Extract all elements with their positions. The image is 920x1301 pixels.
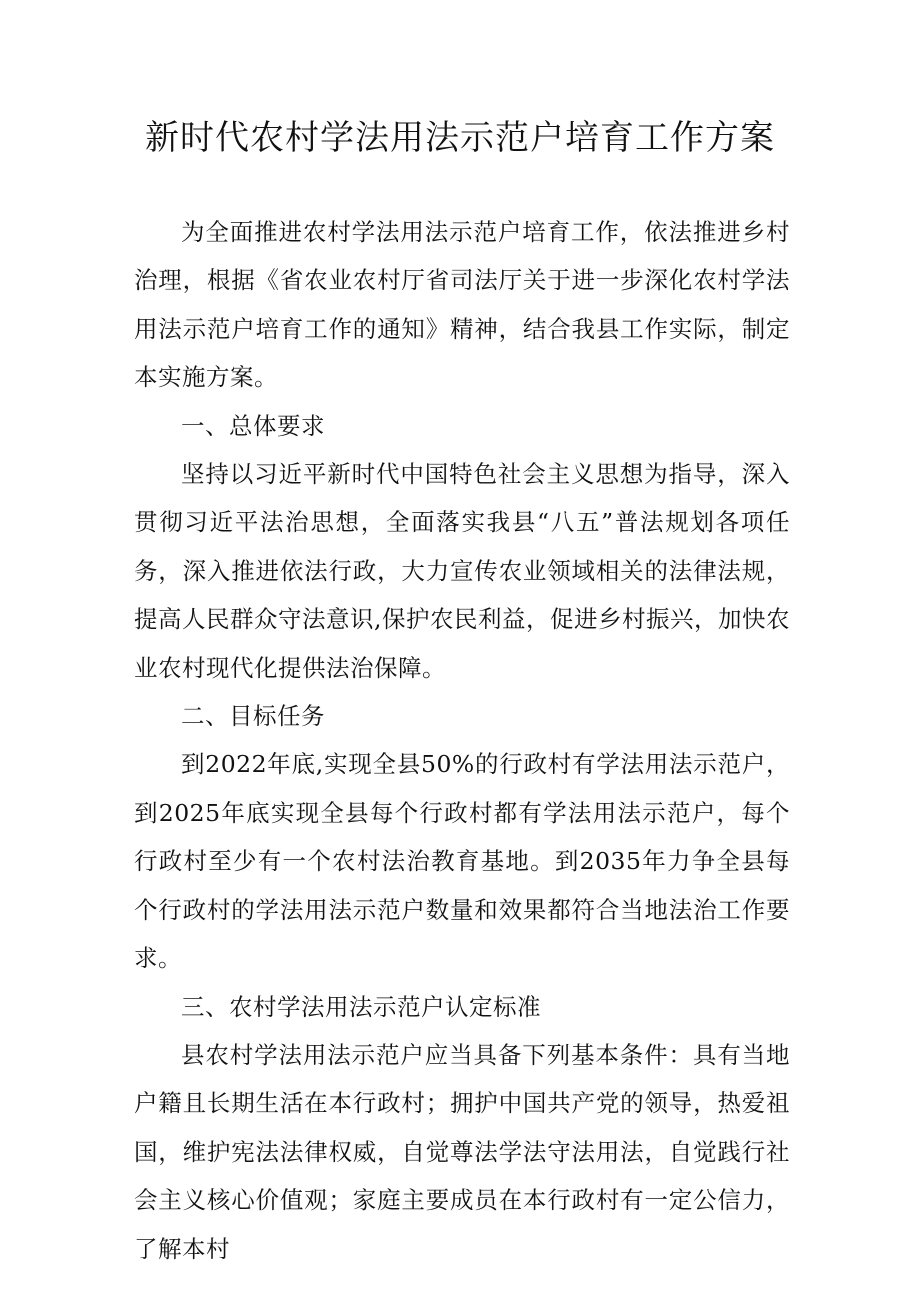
section-paragraph-general-requirements: 坚持以习近平新时代中国特色社会主义思想为指导，深入贯彻习近平法治思想，全面落实我县“八五”普法规划各项任务，深入推进依法行政，大力宣传农业领域相关的法律法规，提高人民群众守法意识,保护农民利益，促进乡村振兴，加快农业农村现代化提供法治保障。	[134, 460, 790, 682]
section-heading-certification-standards: 三、农村学法用法示范户认定标准	[181, 992, 541, 1021]
intro-paragraph: 为全面推进农村学法用法示范户培育工作，依法推进乡村治理，根据《省农业农村厅省司法厅关于进一步深化农村学法用法示范户培育工作的通知》精神，结合我县工作实际，制定本实施方案。	[134, 218, 790, 392]
section-paragraph-target-tasks: 到2022年底,实现全县50%的行政村有学法用法示范户，到2025年底实现全县每个行政村都有学法用法示范户，每个行政村至少有一个农村法治教育基地。到2035年力争全县每个行政村的学法用法示范户数量和效果都符合当地法治工作要求。	[134, 750, 790, 973]
section-heading-target-tasks: 二、目标任务	[181, 702, 325, 731]
section-paragraph-certification-standards: 县农村学法用法示范户应当具备下列基本条件：具有当地户籍且长期生活在本行政村；拥护中国共产党的领导，热爱祖国，维护宪法法律权威，自觉尊法学法守法用法，自觉践行社会主义核心价值观；家庭主要成员在本行政村有一定公信力，了解本村	[134, 1040, 790, 1263]
section-heading-general-requirements: 一、总体要求	[181, 411, 325, 440]
document-body	[134, 208, 790, 1273]
document-title: 新时代农村学法用法示范户培育工作方案	[145, 118, 775, 158]
